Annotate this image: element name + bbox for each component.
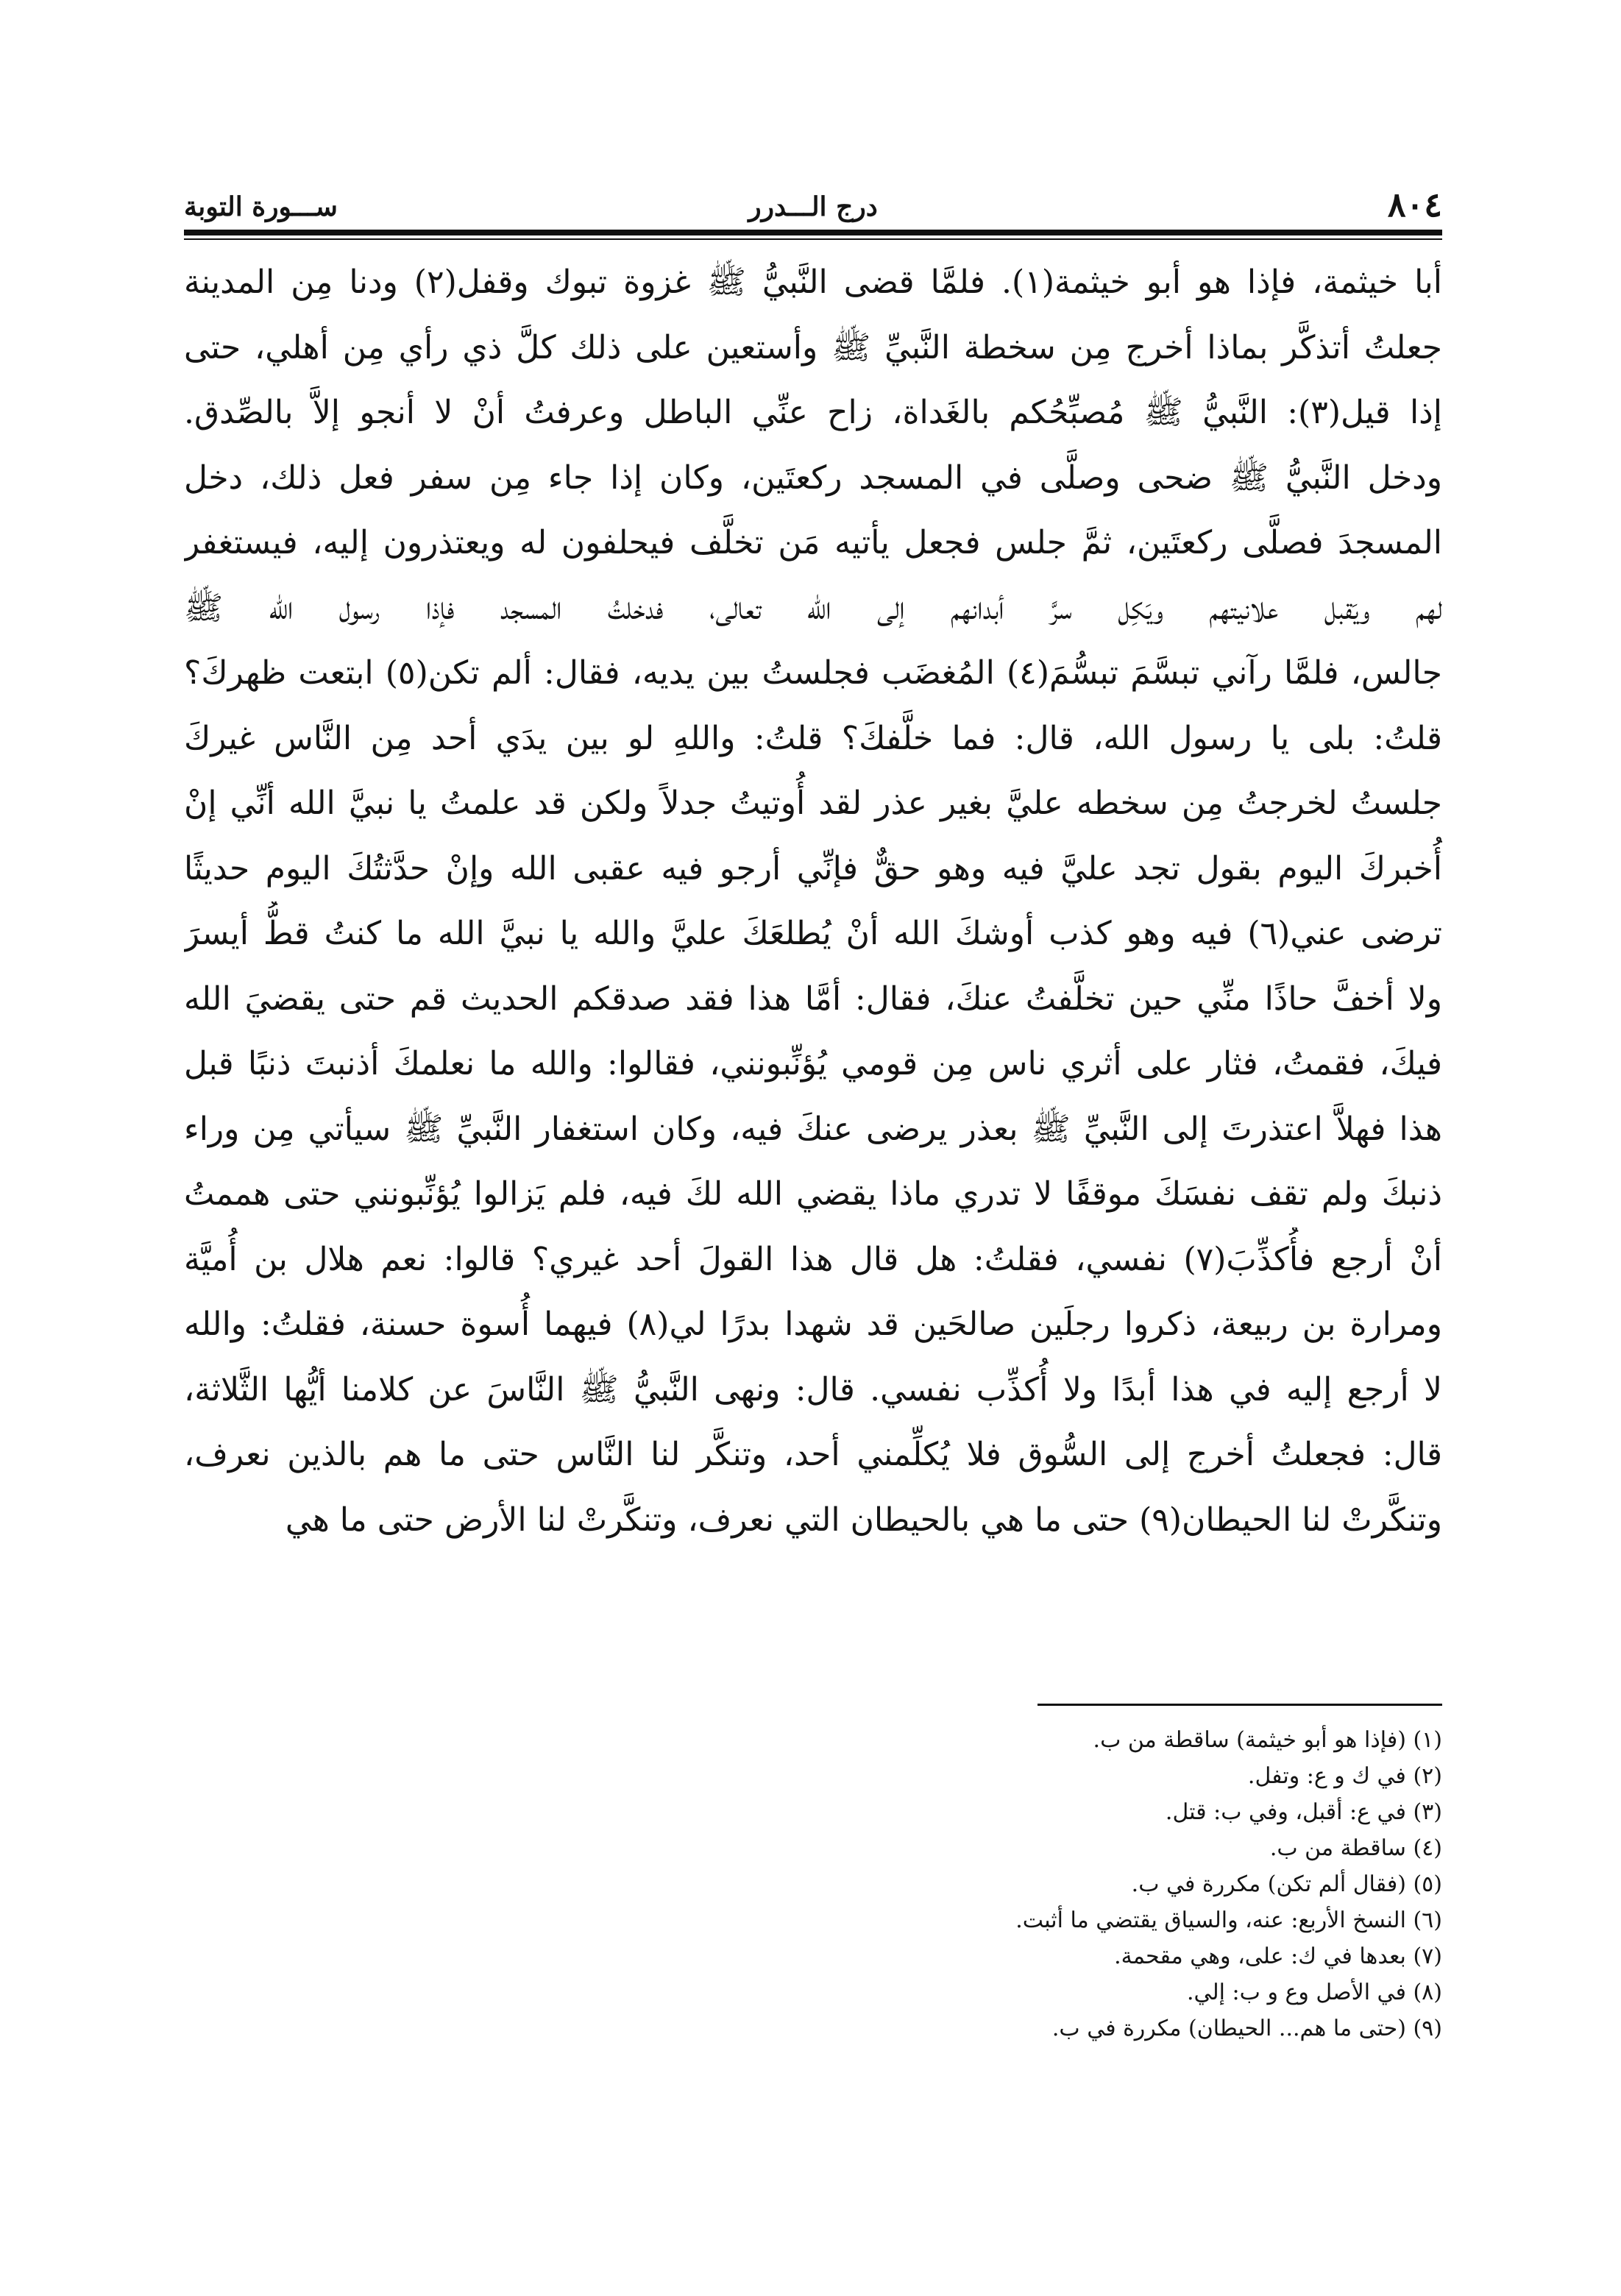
footnote-rule <box>1037 1704 1442 1706</box>
footnote: (٢) في ك و ع: وتفل. <box>1247 1763 1442 1789</box>
footnote: (٦) النسخ الأربع: عنه، والسياق يقتضي ما أثبت. <box>1015 1907 1442 1933</box>
text-line: لهم ويَقبل علانيتهم ويَكِل سرَّ أبدانهم إلى الله تعالى، فدخلتُ المسجد فإذا رسول الله ﷺ <box>184 589 1442 627</box>
header-rule-thin <box>184 238 1442 240</box>
text-line: قلتُ: بلى يا رسول الله، قال: فما خلَّفكَ؟ قلتُ: واللهِ لو بين يدَي أحد مِن النَّاس غيركَ <box>184 719 1442 757</box>
footnote: (٤) ساقطة من ب. <box>1269 1835 1442 1861</box>
page-header <box>184 184 1442 228</box>
text-line: وتنكَّرتْ لنا الحيطان(٩) حتى ما هي بالحيطان التي نعرف، وتنكَّرتْ لنا الأرض حتى ما هي <box>285 1500 1442 1539</box>
text-line: ومرارة بن ربيعة، ذكروا رجلَين صالحَين قد شهدا بدرًا لي(٨) فيهما أُسوة حسنة، فقلتُ: والله <box>184 1305 1442 1343</box>
text-line: المسجدَ فصلَّى ركعتَين، ثمَّ جلس فجعل يأتيه مَن تخلَّف فيحلفون له ويعتذرون إليه، فيستغفر <box>184 524 1442 561</box>
book-title: درج الـــدرر <box>748 191 878 222</box>
footnote: (٨) في الأصل وع و ب: إلي. <box>1187 1980 1442 2005</box>
header-rule-thick <box>184 230 1442 235</box>
main-text <box>184 250 1442 1553</box>
text-line: هذا فهلاَّ اعتذرتَ إلى النَّبيِّ ﷺ بعذر يرضى عنكَ فيه، وكان استغفار النَّبيِّ ﷺ سيأتي مِن وراء <box>184 1110 1442 1148</box>
footnote: (١) (فإذا هو أبو خيثمة) ساقطة من ب. <box>1093 1727 1442 1753</box>
text-line: ترضى عني(٦) فيه وهو كذب أوشكَ الله أنْ يُطلعَكَ عليَّ والله يا نبيَّ الله ما كنتُ قطُّ أيسرَ <box>184 915 1442 952</box>
footnote: (٩) (حتى ما هم... الحيطان) مكررة في ب. <box>1051 2016 1442 2041</box>
footnote: (٣) في ع: أقبل، وفي ب: قتل. <box>1165 1799 1442 1825</box>
text-line: ذنبكَ ولم تقف نفسَكَ موقفًا لا تدري ماذا يقضي الله لكَ فيه، فلم يَزالوا يُؤنِّبونني حتى هممتُ <box>184 1175 1442 1213</box>
text-line: لا أرجع إليه في هذا أبدًا ولا أُكذِّب نفسي. قال: ونهى النَّبيُّ ﷺ النَّاسَ عن كلامنا أيُّها الثَّلاثة، <box>184 1370 1442 1409</box>
text-line: ولا أخفَّ حاذًا منِّي حين تخلَّفتُ عنكَ، فقال: أمَّا هذا فقد صدقكم الحديث قم حتى يقضيَ الله <box>184 979 1442 1018</box>
surah-title: ســـورة التوبة <box>184 191 338 222</box>
text-line: جلستُ لخرجتُ مِن سخطه عليَّ بغير عذر لقد أُوتيتُ جدلاً ولكن قد علمتُ يا نبيَّ الله أنِّي إنْ <box>184 784 1442 822</box>
text-line: إذا قيل(٣): النَّبيُّ ﷺ مُصبِّحُكم بالغَداة، زاح عنِّي الباطل وعرفتُ أنْ لا أنجو إلاَّ بالصِّدق. <box>184 394 1442 431</box>
footnotes <box>699 1722 1442 2047</box>
text-line: قال: فجعلتُ أخرج إلى السُّوق فلا يُكلِّمني أحد، وتنكَّر لنا النَّاس حتى ما هم بالذين نعرف، <box>184 1436 1442 1473</box>
text-line: ودخل النَّبيُّ ﷺ ضحى وصلَّى في المسجد ركعتَين، وكان إذا جاء مِن سفر فعل ذلك، دخل <box>184 458 1442 497</box>
text-line: فيكَ، فقمتُ، فثار على أثري ناس مِن قومي يُؤنِّبونني، فقالوا: والله ما نعلمكَ أذنبتَ ذنبًا قبل <box>184 1045 1442 1083</box>
text-line: جالس، فلمَّا رآني تبسَّمَ تبسُّمَ(٤) المُغضَب فجلستُ بين يديه، فقال: ألم تكن(٥) ابتعت ظهركَ؟ <box>184 654 1442 692</box>
footnote: (٧) بعدها في ك: على، وهي مقحمة. <box>1114 1944 1442 1969</box>
footnote: (٥) (فقال ألم تكن) مكررة في ب. <box>1131 1871 1442 1897</box>
text-line: أُخبركَ اليوم بقول تجد عليَّ فيه وهو حقٌّ فإنِّي أرجو فيه عقبى الله وإنْ حدَّثتُكَ اليوم حديثًا <box>184 849 1442 887</box>
text-line: أبا خيثمة، فإذا هو أبو خيثمة(١). فلمَّا قضى النَّبيُّ ﷺ غزوة تبوك وقفل(٢) ودنا مِن المدينة <box>184 263 1442 301</box>
text-line: أنْ أرجع فأُكذِّبَ(٧) نفسي، فقلتُ: هل قال هذا القولَ أحد غيري؟ قالوا: نعم هلال بن أُميَّة <box>184 1240 1442 1278</box>
text-line: جعلتُ أتذكَّر بماذا أخرج مِن سخطة النَّبيِّ ﷺ وأستعين على ذلك كلَّ ذي رأي مِن أهلي، حتى <box>184 328 1442 366</box>
page-number: ٨٠٤ <box>1387 185 1442 224</box>
